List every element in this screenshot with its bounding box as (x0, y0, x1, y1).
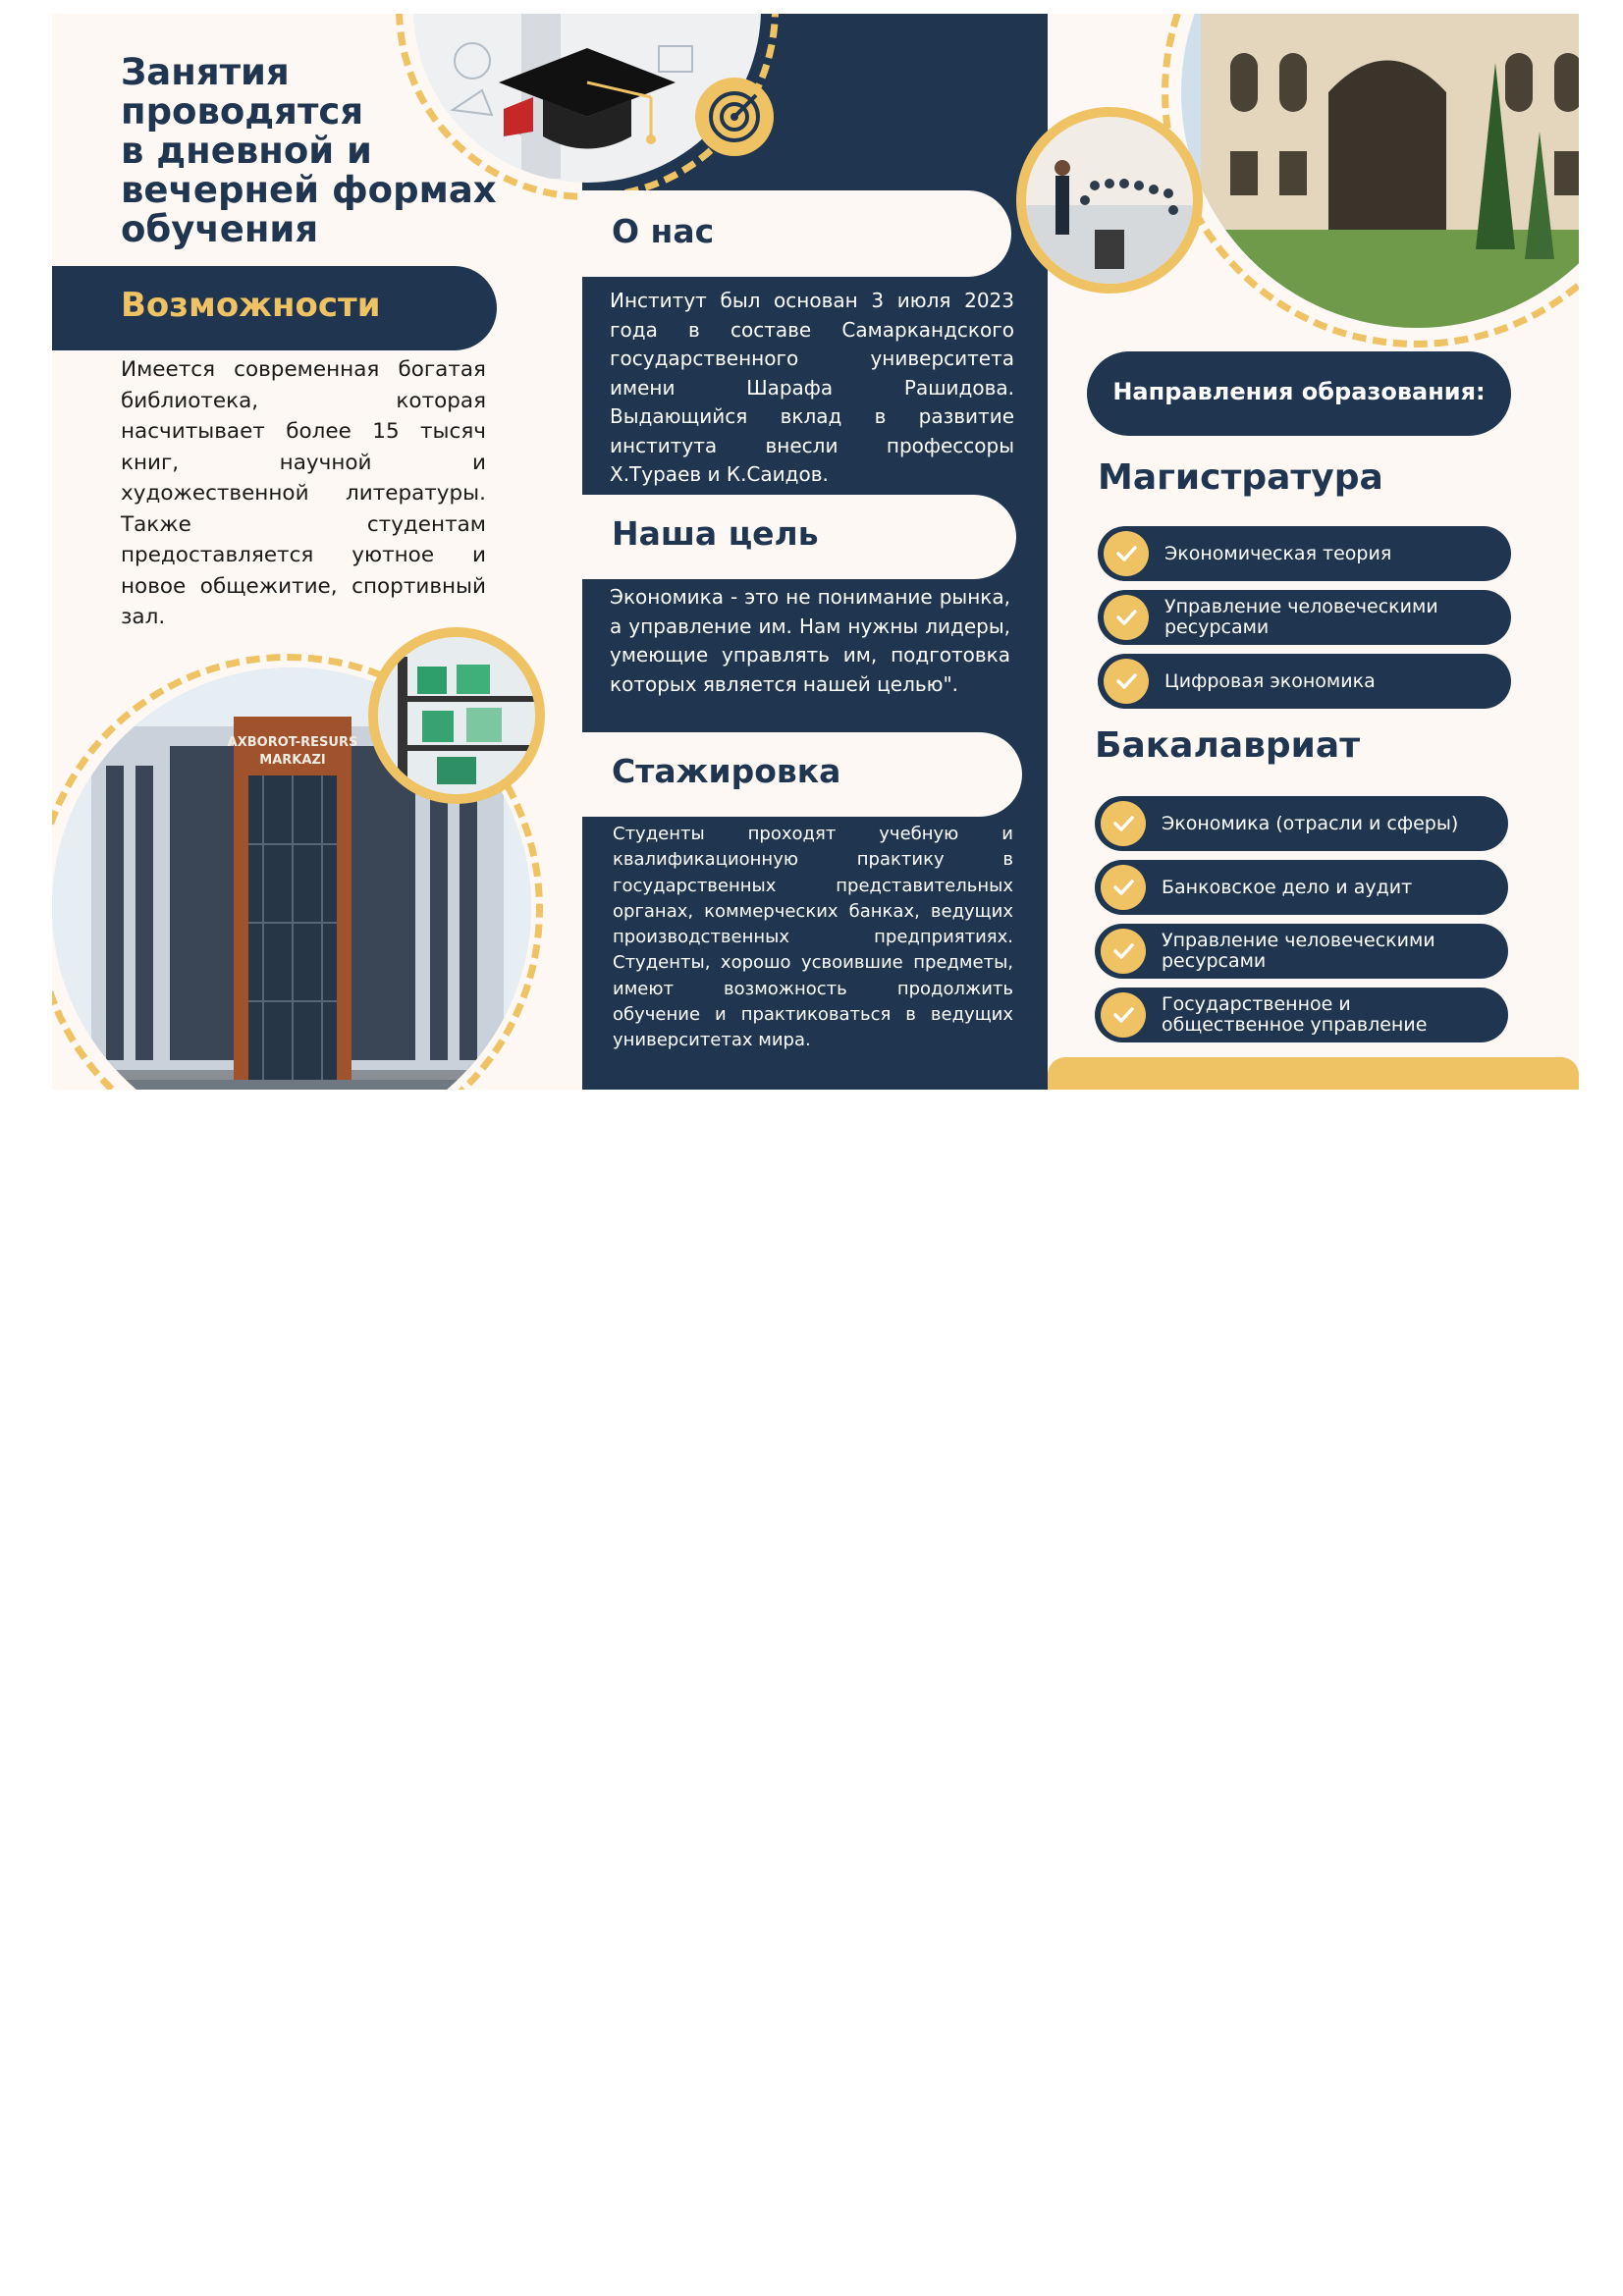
bachelor-item-label: Банковское дело и аудит (1162, 876, 1413, 898)
check-icon (1101, 929, 1146, 974)
check-icon (1104, 659, 1149, 704)
masters-item-label: Экономическая теория (1164, 542, 1392, 564)
internship-banner (582, 732, 1022, 817)
bachelor-heading: Бакалавриат (1095, 725, 1361, 766)
gold-footer-strip (1048, 1057, 1579, 1090)
bachelor-item (1095, 796, 1508, 851)
bachelor-item (1095, 860, 1508, 915)
bachelor-item (1095, 988, 1508, 1042)
goal-heading: Наша цель (612, 514, 819, 553)
bachelor-item-label: Управление человеческими ресурсами (1162, 930, 1435, 972)
goal-banner (582, 495, 1016, 579)
building-sign: AXBOROT-RESURS MARKAZI (227, 735, 358, 768)
bachelor-item-label: Экономика (отрасли и сферы) (1162, 812, 1459, 834)
masters-item-label: Управление человеческими ресурсами (1164, 596, 1438, 638)
opportunities-banner (52, 266, 497, 350)
opportunities-heading: Возможности (121, 286, 381, 325)
directions-banner (1087, 351, 1511, 436)
about-banner (582, 190, 1011, 277)
check-icon (1104, 531, 1149, 576)
about-heading: О нас (612, 212, 715, 250)
internship-heading: Стажировка (612, 752, 841, 790)
about-text: Институт был основан 3 июля 2023 года в составе Самаркандского государственного университета имени Шарафа Рашидова. Выдающийся вклад в развитие института внесли профессоры Х.Тураев и К.Саидов. (610, 289, 1014, 486)
classroom-photo (1016, 107, 1203, 294)
check-icon (1101, 801, 1146, 846)
library-photo (368, 627, 545, 804)
masters-item (1098, 590, 1511, 645)
masters-item-label: Цифровая экономика (1164, 669, 1376, 692)
campus-photo (1181, 14, 1579, 328)
bachelor-item-label: Государственное и общественное управление (1162, 993, 1428, 1036)
goal-text: Экономика - это не понимание рынка, а управление им. Нам нужны лидеры, умеющие управлять им, подготовка которых является нашей целью". (610, 585, 1010, 696)
check-icon (1101, 865, 1146, 910)
internship-text: Студенты проходят учебную и квалификационную практику в государственных представительных органах, коммерческих банках, ведущих производственных предприятиях. Студенты, хорошо усвоившие предметы, имеют возможность продолжить обучение и практиковаться в ведущих университетах мира. (613, 824, 1013, 1051)
check-icon (1101, 992, 1146, 1038)
masters-heading: Магистратура (1098, 457, 1383, 498)
directions-heading: Направления образования: (1112, 378, 1486, 405)
masters-item (1098, 526, 1511, 581)
bachelor-item (1095, 924, 1508, 979)
check-icon (1104, 595, 1149, 640)
intro-title: Занятия проводятся в дневной и вечерней формах обучения (121, 51, 497, 250)
masters-item (1098, 654, 1511, 709)
target-icon (695, 78, 774, 156)
brochure-sheet (52, 14, 1579, 1090)
graduation-cap-icon (494, 38, 680, 166)
opportunities-text: Имеется современная богатая библиотека, которая насчитывает более 15 тысяч книг, научной и художественной литературы. Также студентам предоставляется уютное и новое общежитие, спортивный зал. (121, 357, 486, 629)
